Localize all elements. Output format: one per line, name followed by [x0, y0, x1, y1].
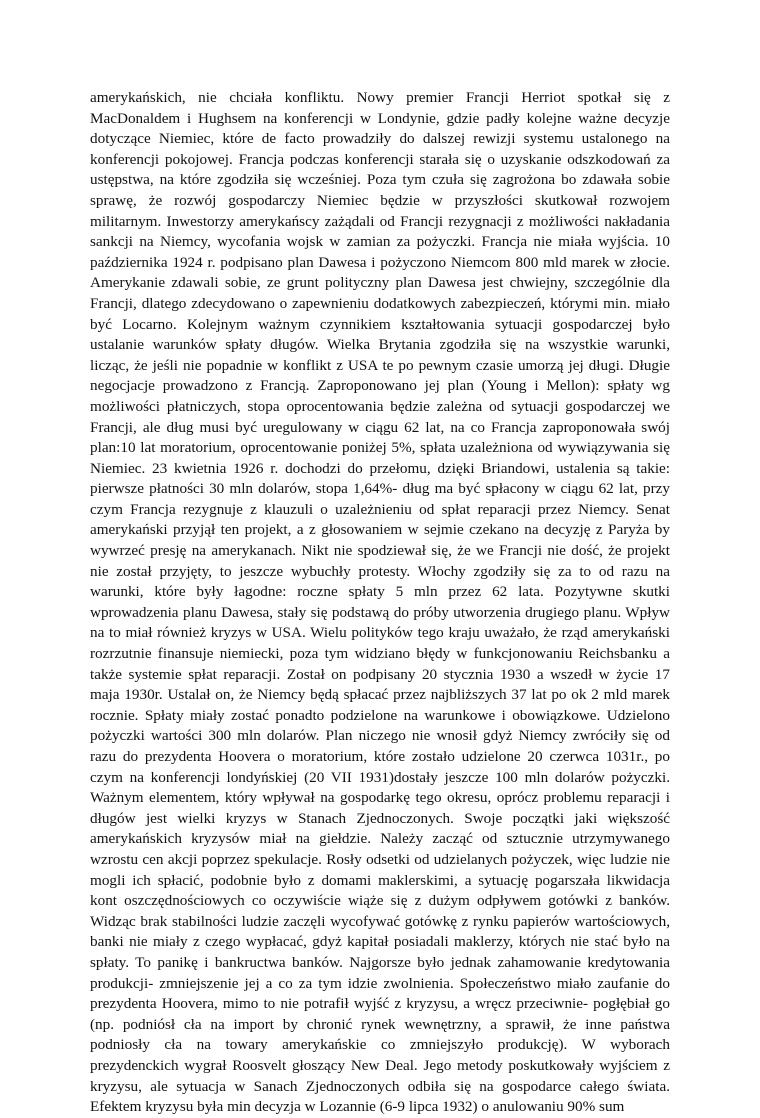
text-line: plan:10 lat moratorium, oprocentowanie poniżej 5%, spłata uzależniona od wywiązywania się — [90, 439, 670, 457]
text-line: prezydenckich wygrał Roosvelt głoszący New Deal. Jego metody poskutkowały wyjściem z — [90, 1056, 670, 1074]
text-line: produkcji- zmniejszenie jej a co za tym idzie zwolnienia. Społeczeństwo miało zaufanie do — [90, 974, 670, 992]
text-line: banki nie miały z czego wypłacać, gdyż kapitał posiadali maklerzy, których nie stać było na — [90, 933, 670, 951]
text-line: pożyczki wartości 300 mln dolarów. Plan niczego nie wnosił gdyż Niemcy zwróciły się od — [90, 727, 670, 745]
text-line: Francji, ale dług musi być uregulowany w ciągu 62 lat, na co Francja zaproponowała swój — [90, 418, 670, 436]
text-line: licząc, że jeśli nie popadnie w konflikt z USA te po pewnym czasie umorzą jej długi. Długie — [90, 356, 670, 374]
text-line: warunki, które były łagodne: roczne spłaty 5 mln przez 62 lata. Pozytywne skutki — [90, 583, 670, 601]
text-line: konferencji pokojowej. Francja podczas konferencji starała się o uzyskanie odszkodowań za — [90, 150, 670, 168]
text-line: także systemie spłat reparacji. Został on podpisany 20 stycznia 1930 a wszedł w życie 17 — [90, 665, 670, 683]
text-line: sankcji na Niemcy, wycofania wojsk w zamian za pożyczki. Francja nie miała wyjścia. 10 — [90, 233, 670, 251]
text-line: długów jest wielki kryzys w Stanach Zjednoczonych. Swoje początki jaki większość — [90, 809, 670, 827]
text-line: Ważnym elementem, który wpływał na gospodarkę tego okresu, oprócz problemu reparacji i — [90, 789, 670, 807]
text-line: kryzysu, ale sytuacja w Sanach Zjednoczonych odbiła się na gospodarce całego świata. — [90, 1077, 670, 1095]
text-line: wprowadzenia planu Dawesa, stały się podstawą do próby utworzenia drugiego planu. Wpływ — [90, 603, 670, 621]
text-line: prezydenta Hoovera, mimo to nie potrafił wyjść z kryzysu, a wręcz przeciwnie- pogłębiał go — [90, 995, 670, 1013]
text-line: Francji, dlatego zdecydowano o zapewnieniu dodatkowych zabezpieczeń, którymi min. miało — [90, 294, 670, 312]
text-line: rozrzutnie finansuje niemiecki, poza tym widziano błędy w funkcjonowaniu Reichsbanku a — [90, 645, 670, 663]
text-line: maja 1930r. Ustalał on, że Niemcy będą spłacać przez najbliższych 37 lat po ok 2 mld marek — [90, 686, 670, 704]
text-line: października 1924 r. podpisano plan Dawesa i pożyczono Niemcom 800 mld marek w złocie. — [90, 253, 670, 271]
text-line: amerykański przyjął ten projekt, a z głosowaniem w sejmie czekano na decyzję z Paryża by — [90, 521, 670, 539]
body-text — [90, 88, 670, 1118]
text-line: kont oszczędnościowych co oczywiście wiąże się z dużym odpływem gotówki z banków. — [90, 892, 670, 910]
text-line: razu do prezydenta Hoovera o moratorium, które zostało udzielone 20 czerwca 1031r., po — [90, 748, 670, 765]
text-line: podniosły cła na towary amerykańskie co zmniejszyło produkcję). W wyborach — [90, 1036, 670, 1054]
text-line: nie został przyjęty, to jeszcze wybuchły protesty. Włochy zgodziły się za to od razu na — [90, 562, 670, 580]
text-line: amerykańskich, nie chciała konfliktu. Nowy premier Francji Herriot spotkał się z — [90, 89, 670, 106]
text-line: Efektem kryzysu była min decyzja w Lozannie (6-9 lipca 1932) o anulowaniu 90% sum — [90, 1098, 625, 1116]
text-line: możliwości płatniczych, stopa oprocentowania będzie zależna od sytuacji gospodarczej we — [90, 397, 670, 415]
text-line: (np. podniósł cła na import by chronić rynek wewnętrzny, a sprawił, że inne państwa — [90, 1015, 670, 1033]
text-line: czym na konferencji londyńskiej (20 VII 1931)dostały jeszcze 100 mln dolarów pożyczki. — [90, 768, 670, 786]
text-line: sprawę, że rozwój gospodarczy Niemiec będzie w przyszłości skutkował rozwojem — [90, 191, 670, 209]
text-line: Niemiec. 23 kwietnia 1926 r. dochodzi do przełomu, dzięki Briandowi, ustalenia są takie: — [90, 459, 670, 477]
text-line: być Locarno. Kolejnym ważnym czynnikiem kształtowania sytuacji gospodarczej było — [90, 315, 670, 333]
text-line: pierwsze płatności 30 mln dolarów, stopa 1,64%- dług ma być spłacony w ciągu 62 lat, przy — [90, 480, 670, 498]
text-line: Widząc brak stabilności ludzie zaczęli wycofywać gotówkę z rynku papierów wartościowych, — [90, 912, 670, 930]
text-line: MacDonaldem i Hughsem na konferencji w Londynie, gdzie padły kolejne ważne decyzje — [90, 109, 670, 127]
text-line: wywrzeć presję na amerykanach. Nikt nie spodziewał się, że we Francji nie dość, że projekt — [90, 542, 670, 560]
text-line: ustępstwa, na które zgodziła się wcześniej. Poza tym czuła się zagrożona bo zdawała sobie — [90, 171, 670, 189]
text-line: wzrostu cen akcji poprzez spekulacje. Rosły odsetki od udzielanych pożyczek, więc ludzie nie — [90, 850, 670, 868]
text-line: rocznie. Spłaty miały zostać ponadto podzielone na warunkowe i obowiązkowe. Udzielono — [90, 706, 670, 724]
text-line: Amerykanie zdawali sobie, ze grunt polityczny plan Dawesa jest chwiejny, szczególnie dla — [90, 274, 670, 292]
text-line: militarnym. Inwestorzy amerykańscy zażądali od Francji rezygnacji z możliwości nakładania — [90, 212, 670, 230]
text-line: negocjacje prowadzono z Francją. Zaproponowano jej plan (Young i Mellon): spłaty wg — [90, 377, 670, 395]
text-line: dotyczące Niemiec, które de facto prowadziły do dalszej rewizji systemu ustalonego na — [90, 130, 670, 148]
text-line: amerykańskich kryzysów miał na giełdzie. Należy zacząć od sztucznie utrzymywanego — [90, 830, 670, 848]
text-line: na to miał również kryzys w USA. Wielu polityków tego kraju uważało, że rząd amerykański — [90, 624, 670, 642]
text-line: ustalanie warunków spłaty długów. Wielka Brytania zgodziła się na wszystkie warunki, — [90, 336, 670, 354]
text-line: czym Francja rezygnuje z klauzuli o uzależnieniu od spłat reparacji przez Niemcy. Senat — [90, 500, 670, 518]
text-line: spłaty. To panikę i bankructwa banków. Najgorsze było jednak zahamowanie kredytowania — [90, 953, 670, 971]
text-line: mogli ich spłacić, podobnie było z domami maklerskimi, a sytuację pogarszała likwidacja — [90, 871, 670, 889]
